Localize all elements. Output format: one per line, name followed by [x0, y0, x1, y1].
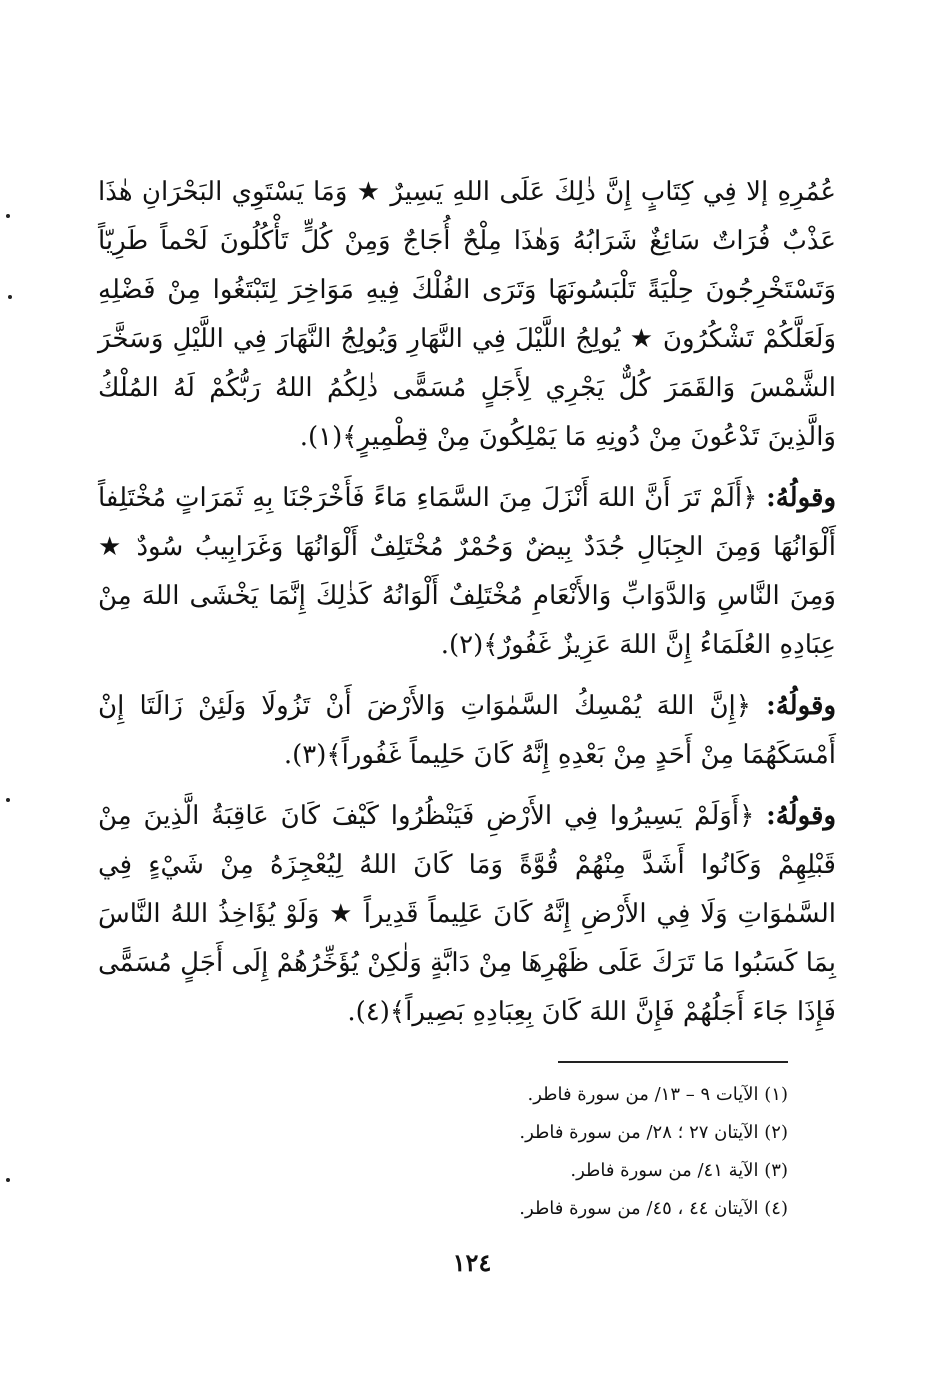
scan-speck: [6, 1178, 10, 1182]
main-text: [98, 168, 836, 1037]
scan-speck: [6, 798, 10, 802]
paragraph-3: [98, 682, 836, 780]
page-number: ١٢٤: [452, 1248, 492, 1277]
paragraph-lead: وقولُهُ:: [766, 801, 836, 831]
paragraph-text: ﴿أَوَلَمْ يَسِيرُوا فِي الأَرْضِ فَيَنْظُرُوا كَيْفَ كَانَ عَاقِبَةُ الَّذِينَ مِنْ قَبْلِهِمْ وَكَانُوا أَشَدَّ مِنْهُمْ قُوَّةً وَمَا كَانَ اللهُ لِيُعْجِزَهُ مِنْ شَيْءٍ فِي السَّمٰوَاتِ وَلَا فِي الأَرْضِ إِنَّهُ كَانَ عَلِيماً قَدِيراً ★ وَلَوْ يُؤَاخِذُ اللهُ النَّاسَ بِمَا كَسَبُوا مَا تَرَكَ عَلَى ظَهْرِهَا مِنْ دَابَّةٍ وَلٰكِنْ يُؤَخِّرُهُمْ إِلَى أَجَلٍ مُسَمًّى فَإِذَا جَاءَ أَجَلُهُمْ فَإِنَّ اللهَ كَانَ بِعِبَادِهِ بَصِيراً﴾(٤).: [98, 801, 836, 1027]
paragraph-2: [98, 474, 836, 670]
footnote-separator: [558, 1061, 788, 1063]
paragraph-lead: وقولُهُ:: [766, 483, 836, 513]
paragraph-4: [98, 792, 836, 1037]
scan-speck: [8, 295, 12, 299]
paragraph-text: ﴿أَلَمْ تَرَ أَنَّ اللهَ أَنْزَلَ مِنَ السَّمَاءِ مَاءً فَأَخْرَجْنَا بِهِ ثَمَرَاتٍ مُخْتَلِفاً أَلْوَانُهَا وَمِنَ الجِبَالِ جُدَدٌ بِيضٌ وَحُمْرٌ مُخْتَلِفٌ أَلْوَانُهَا وَغَرَابِيبُ سُودٌ ★ وَمِنَ النَّاسِ وَالدَّوَابِّ وَالأَنْعَامِ مُخْتَلِفٌ أَلْوَانُهُ كَذٰلِكَ إِنَّمَا يَخْشَى اللهَ مِنْ عِبَادِهِ العُلَمَاءُ إِنَّ اللهَ عَزِيزٌ غَفُورٌ﴾(٢).: [98, 483, 836, 660]
footnote-2: (٢) الآيتان ٢٧ ؛ ٢٨/ من سورة فاطر.: [519, 1122, 788, 1143]
paragraph-lead: وقولُهُ:: [766, 691, 836, 721]
scan-speck: [6, 214, 10, 218]
footnotes: [288, 1076, 788, 1228]
paragraph-1: [98, 168, 836, 462]
footnote-3: (٣) الآية ٤١/ من سورة فاطر.: [570, 1160, 788, 1181]
paragraph-text: ﴿إِنَّ اللهَ يُمْسِكُ السَّمٰوَاتِ وَالأَرْضَ أَنْ تَزُولَا وَلَئِنْ زَالَتَا إِنْ أَمْسَكَهُمَا مِنْ أَحَدٍ مِنْ بَعْدِهِ إِنَّهُ كَانَ حَلِيماً غَفُوراً﴾(٣).: [98, 691, 836, 770]
paragraph-text: عُمُرِهِ إلا فِي كِتَابٍ إِنَّ ذٰلِكَ عَلَى اللهِ يَسِيرٌ ★ وَمَا يَسْتَوِي البَحْرَانِ هٰذَا عَذْبٌ فُرَاتٌ سَائِغٌ شَرَابُهُ وَهٰذَا مِلْحٌ أُجَاجٌ وَمِنْ كُلٍّ تَأْكُلُونَ لَحْماً طَرِيّاً وَتَسْتَخْرِجُونَ حِلْيَةً تَلْبَسُونَهَا وَتَرَى الفُلْكَ فِيهِ مَوَاخِرَ لِتَبْتَغُوا مِنْ فَضْلِهِ وَلَعَلَّكُمْ تَشْكُرُونَ ★ يُولِجُ اللَّيْلَ فِي النَّهَارِ وَيُولِجُ النَّهَارَ فِي اللَّيْلِ وَسَخَّرَ الشَّمْسَ وَالقَمَرَ كُلٌّ يَجْرِي لِأَجَلٍ مُسَمًّى ذٰلِكُمُ اللهُ رَبُّكُمْ لَهُ المُلْكُ وَالَّذِينَ تَدْعُونَ مِنْ دُونِهِ مَا يَمْلِكُونَ مِنْ قِطْمِيرٍ﴾(١).: [98, 177, 837, 452]
footnote-4: (٤) الآيتان ٤٤ ، ٤٥/ من سورة فاطر.: [519, 1198, 788, 1219]
footnote-1: (١) الآيات ٩ – ١٣/ من سورة فاطر.: [527, 1084, 788, 1105]
